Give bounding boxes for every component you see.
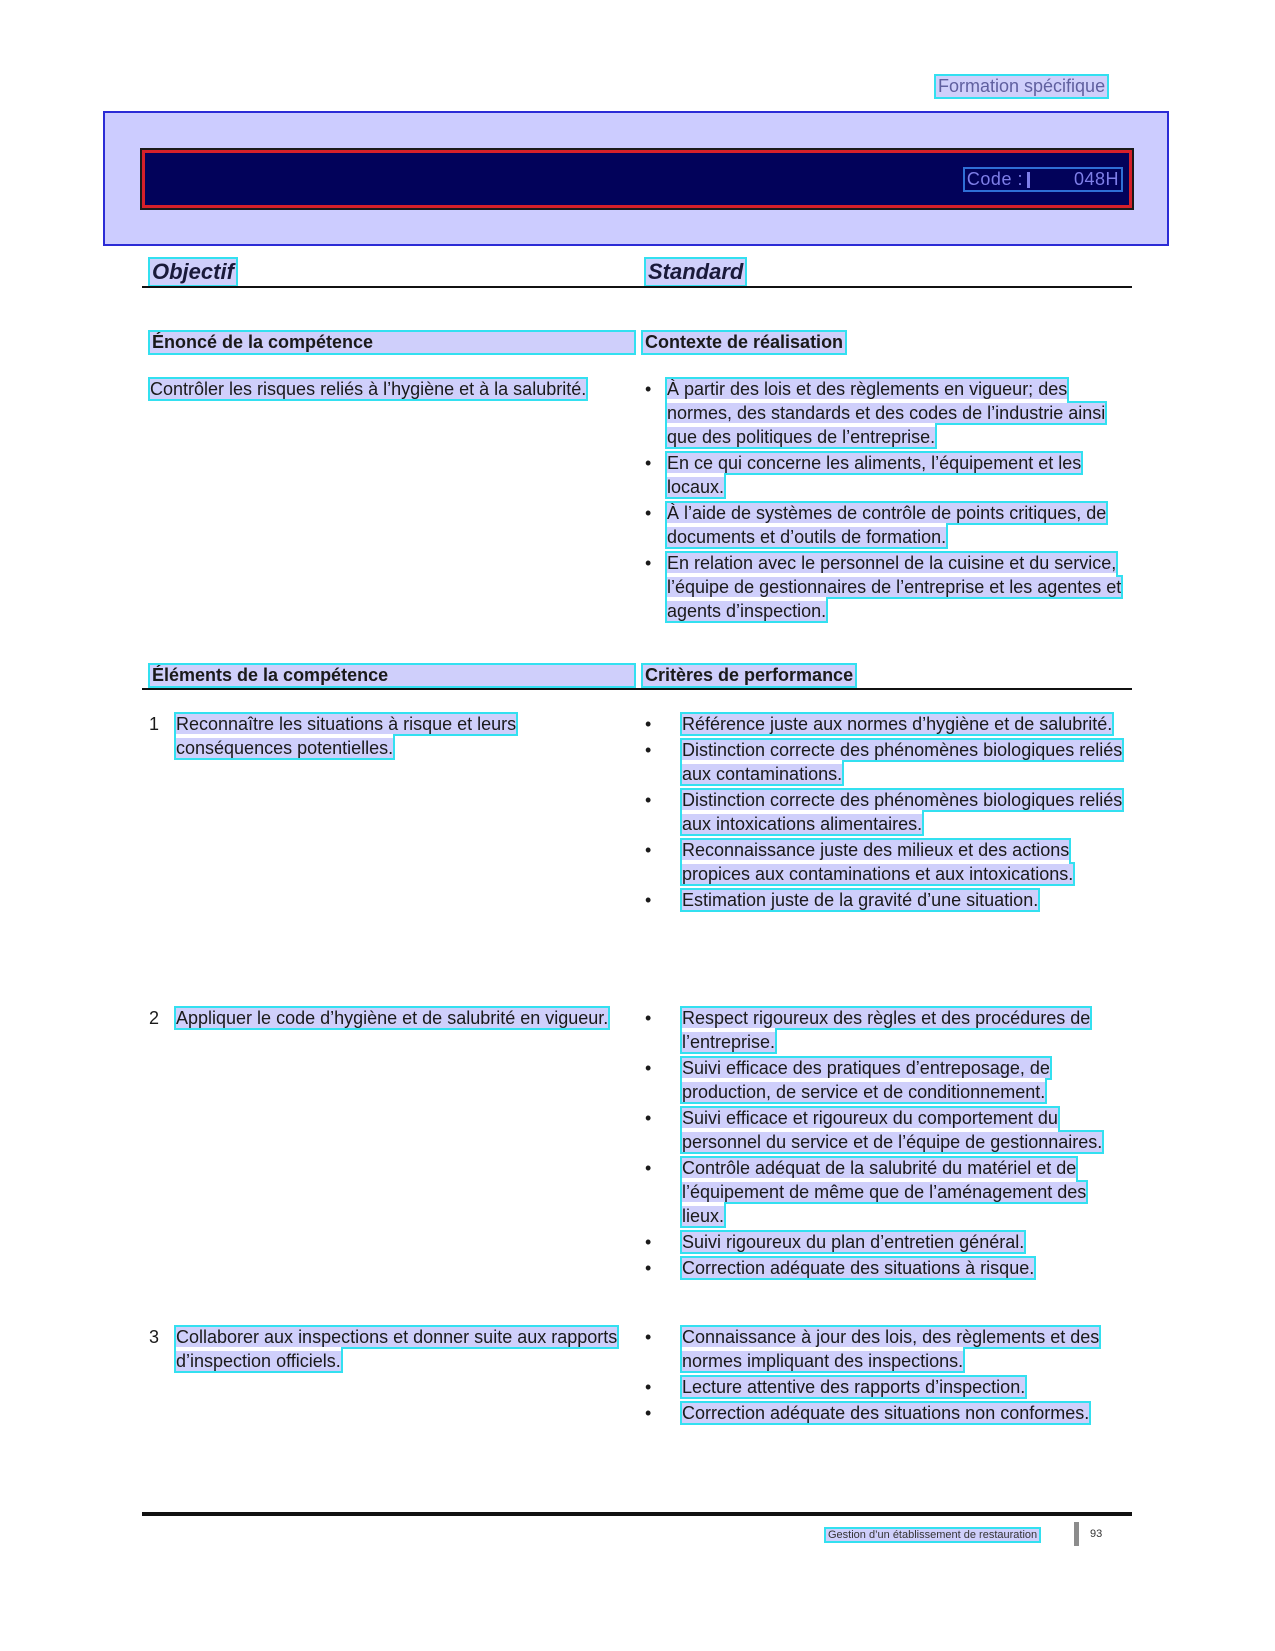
objective-title: Objectif [152,259,234,284]
criterion-item: • Distinction correcte des phénomènes biologiques reliés aux intoxications alimentaires. [645,788,1125,836]
element-3 [149,1325,619,1373]
footer-title: Gestion d’un établissement de restauration [828,1529,1038,1541]
criteria-heading: Critères de performance [645,665,854,685]
elements-rule [142,688,1132,690]
code-value: 048H [1073,169,1119,189]
element-number: 3 [149,1327,160,1347]
criterion-item: • Correction adéquate des situations à risque. [645,1256,1125,1280]
criterion-item: • Suivi efficace des pratiques d’entreposage, de production, de service et de conditionnement. [645,1056,1125,1104]
criterion-item: • Lecture attentive des rapports d’inspection. [645,1375,1125,1399]
context-item: • À partir des lois et des règlements en vigueur; des normes, des standards et des codes de l’industrie ainsi que des politiques de l’entreprise. [645,377,1125,449]
criterion-item: • Estimation juste de la gravité d’une situation. [645,888,1125,912]
statement-text [150,377,630,401]
footer-separator [1074,1522,1079,1546]
context-item: • En relation avec le personnel de la cuisine et du service, l’équipe de gestionnaires de l’entreprise et les agentes et agents d’inspection. [645,551,1125,623]
criterion-item: • Suivi rigoureux du plan d’entretien général. [645,1230,1125,1254]
page-number: 93 [1090,1528,1103,1540]
element-number: 1 [149,714,160,734]
element-2 [149,1006,619,1030]
criterion-item: • Respect rigoureux des règles et des procédures de l’entreprise. [645,1006,1125,1054]
standard-title: Standard [648,259,744,284]
element-1 [149,712,619,760]
code-separator [1027,172,1074,188]
statement-heading: Énoncé de la compétence [150,332,634,353]
code-label [965,169,1121,190]
context-heading: Contexte de réalisation [645,332,844,352]
criterion-item: • Distinction correcte des phénomènes biologiques reliés aux contaminations. [645,738,1125,786]
running-head: Formation spécifique [938,76,1106,96]
element-text: Reconnaître les situations à risque et leurs conséquences potentielles. [176,714,517,758]
footer-rule [142,1512,1132,1516]
criteria-list-3 [645,1325,1125,1427]
statement-text-content: Contrôler les risques reliés à l’hygiène et à la salubrité. [150,379,587,399]
criterion-item: • Reconnaissance juste des milieux et des actions propices aux contaminations et aux intoxications. [645,838,1125,886]
title-rule [142,286,1132,288]
element-text: Collaborer aux inspections et donner suite aux rapports d’inspection officiels. [176,1327,618,1371]
criterion-item: • Suivi efficace et rigoureux du comportement du personnel du service et de l’équipe de gestionnaires. [645,1106,1125,1154]
criterion-item: • Connaissance à jour des lois, des règlements et des normes impliquant des inspections. [645,1325,1125,1373]
code-label-text: Code : [966,169,1023,189]
context-list [645,377,1125,625]
element-number: 2 [149,1008,160,1028]
criterion-item: • Contrôle adéquat de la salubrité du matériel et de l’équipement de même que de l’aménagement des lieux. [645,1156,1125,1228]
context-item: • En ce qui concerne les aliments, l’équipement et les locaux. [645,451,1125,499]
criterion-item: • Correction adéquate des situations non conformes. [645,1401,1125,1425]
title-bar [142,150,1132,208]
criterion-item: • Référence juste aux normes d’hygiène et de salubrité. [645,712,1125,736]
criteria-list-1 [645,712,1125,914]
context-item: • À l’aide de systèmes de contrôle de points critiques, de documents et d’outils de formation. [645,501,1125,549]
element-text: Appliquer le code d’hygiène et de salubrité en vigueur. [176,1008,609,1028]
criteria-list-2 [645,1006,1125,1282]
elements-heading: Éléments de la compétence [150,665,634,686]
